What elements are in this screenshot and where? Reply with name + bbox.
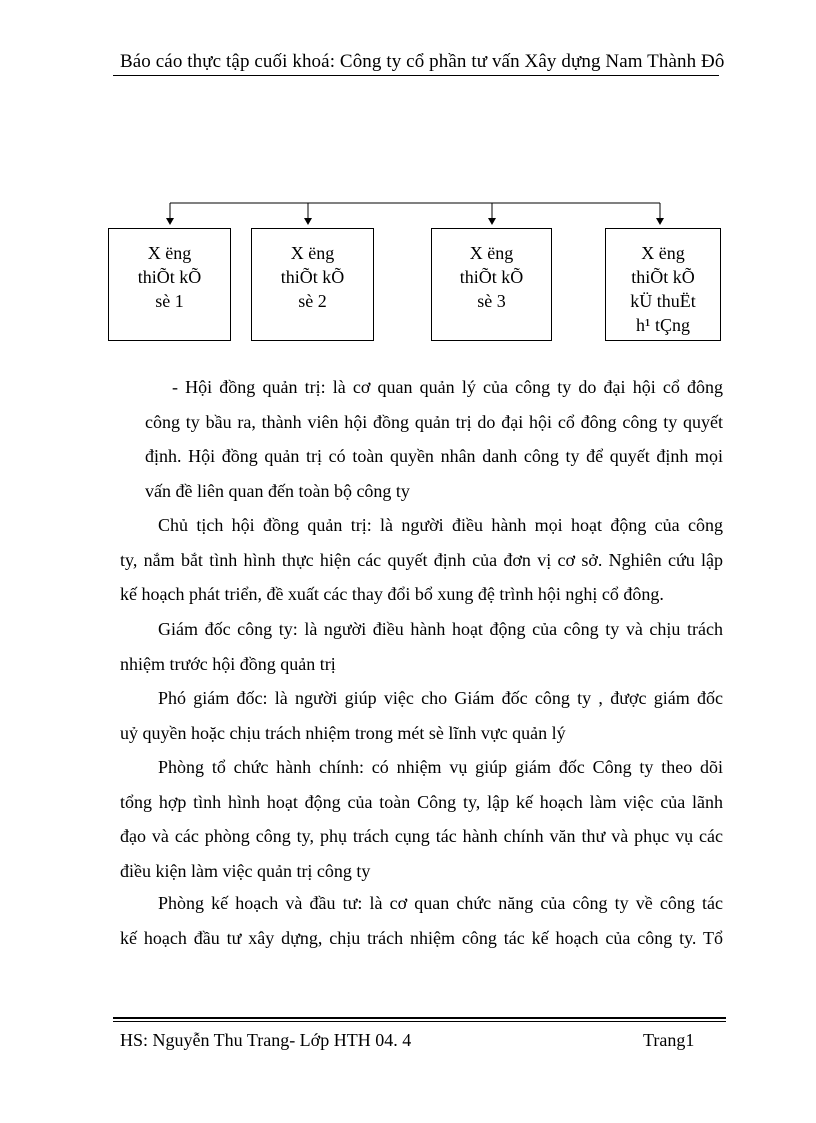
org-box-workshop-infrastructure	[605, 228, 721, 341]
org-box-workshop-1	[108, 228, 231, 341]
text-line: kế hoạch phát triển, đề xuất các thay đổi bổ xung đệ trình hội nghị cổ đông.	[120, 584, 664, 604]
text-line: - Hội đồng quản trị: là cơ quan quản lý của công ty do đại hội cổ đông	[172, 377, 723, 397]
org-box-line: X ëng	[290, 243, 335, 263]
paragraph-chairman	[120, 508, 723, 612]
org-box-line: kÜ thuËt	[630, 291, 696, 311]
paragraph-director	[120, 612, 723, 681]
arrowhead-2	[304, 218, 312, 225]
text-line: công ty bầu ra, thành viên hội đồng quản trị do đại hội cổ đông công ty quyết	[145, 411, 723, 432]
text-line: Phòng kế hoạch và đầu tư: là cơ quan chức năng của công ty về công tác	[158, 893, 723, 913]
org-box-line: X ëng	[147, 243, 192, 263]
text-line: uỷ quyền hoặc chịu trách nhiệm trong mét sè lĩnh vực quản lý	[120, 722, 566, 743]
text-line: điều kiện làm việc quản trị công ty	[120, 860, 371, 881]
paragraph-planning	[120, 886, 723, 955]
org-box-line: thiÕt kÕ	[631, 267, 695, 287]
text-line: Phó giám đốc: là người giúp việc cho Giám đốc công ty , được giám đốc	[158, 688, 723, 708]
header-rule	[113, 75, 719, 76]
org-box-line: h¹ tÇng	[636, 315, 690, 335]
text-line: đạo và các phòng công ty, phụ trách cụng tác hành chính văn thư và phục vụ các	[120, 826, 723, 846]
footer-rule-thick	[113, 1017, 726, 1019]
text-line: tổng hợp tình hình hoạt động của toàn Công ty, lập kế hoạch làm việc của lãnh	[120, 791, 723, 812]
org-box-line: X ëng	[469, 243, 514, 263]
org-box-workshop-2	[251, 228, 374, 341]
org-box-line: X ëng	[641, 243, 685, 263]
text-line: ty, nắm bắt tình hình thực hiện các quyết định của đơn vị cơ sở. Nghiên cứu lập	[120, 549, 723, 570]
text-line: Chủ tịch hội đồng quản trị: là người điều hành mọi hoạt động của công	[158, 515, 723, 535]
header-title: Báo cáo thực tập cuối khoá: Công ty cổ phần tư vấn Xây dựng Nam Thành Đô	[120, 51, 725, 72]
footer-student: HS: Nguyễn Thu Trang- Lớp HTH 04. 4	[120, 1030, 412, 1050]
text-line: vấn đề liên quan đến toàn bộ công ty	[145, 480, 410, 501]
arrowhead-3	[488, 218, 496, 225]
footer-rule-thin	[113, 1021, 726, 1022]
arrowhead-4	[656, 218, 664, 225]
org-box-line: thiÕt kÕ	[137, 267, 202, 287]
text-line: nhiệm trước hội đồng quản trị	[120, 653, 336, 674]
org-box-line: thiÕt kÕ	[280, 267, 345, 287]
footer-page-number: Trang1	[643, 1030, 695, 1050]
paragraph-board	[145, 370, 723, 508]
org-box-workshop-3	[431, 228, 552, 341]
text-line: kế hoạch đầu tư xây dựng, chịu trách nhiệm công tác kế hoạch của công ty. Tổ	[120, 927, 723, 948]
org-box-line: sè 3	[477, 291, 506, 311]
arrowhead-1	[166, 218, 174, 225]
org-box-line: sè 1	[155, 291, 184, 311]
org-box-line: thiÕt kÕ	[459, 267, 524, 287]
text-line: định. Hội đồng quản trị có toàn quyền nhân danh công ty để quyết định mọi	[145, 446, 723, 466]
org-box-line: sè 2	[298, 291, 327, 311]
text-line: Giám đốc công ty: là người điều hành hoạt động của công ty và chịu trách	[158, 619, 723, 639]
text-line: Phòng tổ chức hành chính: có nhiệm vụ giúp giám đốc Công ty theo dõi	[158, 757, 723, 777]
org-chart-connectors	[0, 195, 816, 225]
paragraph-administration	[120, 750, 723, 888]
paragraph-deputy-director	[120, 681, 723, 750]
